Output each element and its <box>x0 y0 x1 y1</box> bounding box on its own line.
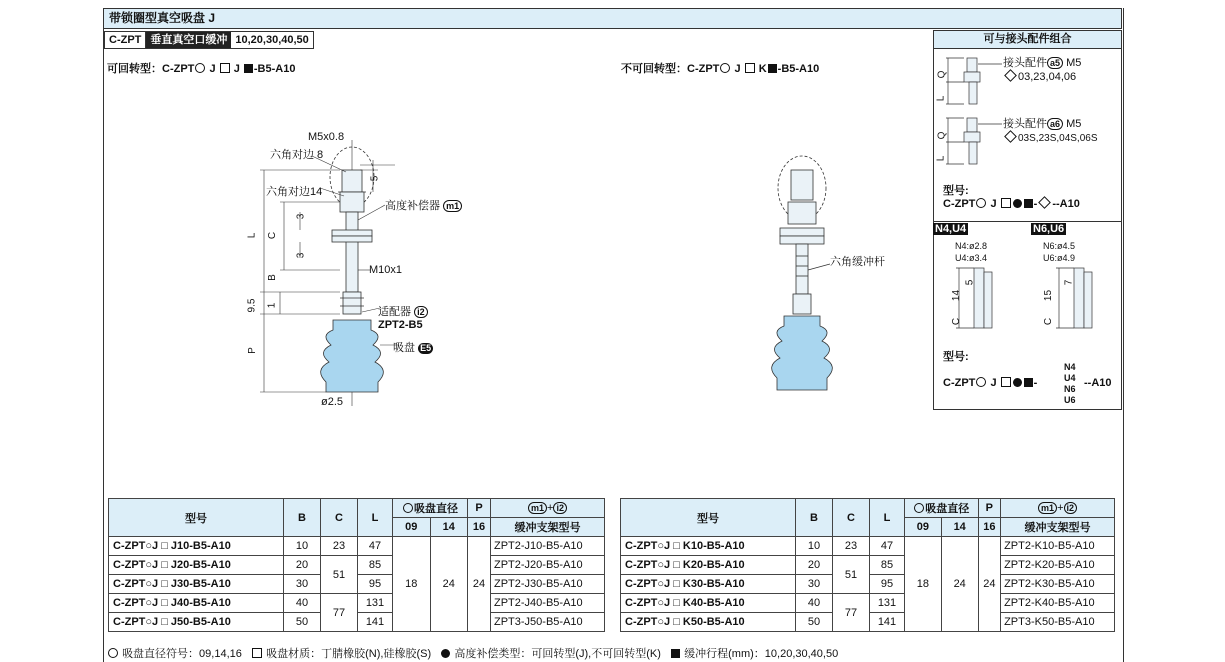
dim-3a: 3 <box>295 213 307 220</box>
table-row: C-ZPT○J □ J40-B5-A10 40 77 131 ZPT2-J40-B5-A10 <box>109 594 605 613</box>
n6-title: N6,U6 <box>1033 223 1065 235</box>
acc-Q1: Q <box>936 70 948 79</box>
callout-pad: 吸盘 E5 <box>393 342 432 354</box>
table-row: C-ZPT○J □ K20-B5-A10 20 51 85 ZPT2-K20-B5-A10 <box>621 556 1115 575</box>
n-model-label: 型号: <box>943 351 969 363</box>
acc-a5: 接头配件 a5 M5 <box>1003 57 1082 69</box>
spec-table-right: 型号 B C L 吸盘直径 P m1 + i2 09 14 16 缓冲支架型号 C-ZPT○J □ K10-B5-A10 10 23 47 18 24 24 ZPT2-K10-B5-A10 C-ZPT○J □ K20-B5-A10 20 51 85 ZPT2-K20-B5-A10 C-ZPT○J □ K30-B5-A10 30 95 ZPT2-K30-B5-A10 C-ZPT○J □ K40-B5-A10 40 77 131 ZPT2-K40-B5-A10 C-ZPT○J □ K50-B5-A10 50 141 ZPT3-K50-B5-A10 <box>620 498 1115 632</box>
table-row: C-ZPT○J □ J50-B5-A10 50 141 ZPT3-J50-B5-A10 <box>109 613 605 632</box>
table-row: C-ZPT○J □ K50-B5-A10 50 141 ZPT3-K50-B5-A10 <box>621 613 1115 632</box>
spec-table-left: 型号 B C L 吸盘直径 P m1 + i2 09 14 16 缓冲支架型号 C-ZPT○J □ J10-B5-A10 10 23 47 18 24 24 ZPT2-J10-B5-A10 C-ZPT○J □ J20-B5-A10 20 51 85 ZPT2-J20-B5-A10 C-ZPT○J □ J30-B5-A10 30 95 ZPT2-J30-B5-A10 C-ZPT○J □ J40-B5-A10 40 77 131 ZPT2-J40-B5-A10 C-ZPT○J □ J50-B5-A10 50 141 ZPT3-J50-B5-A10 <box>108 498 605 632</box>
series-bar <box>104 31 314 49</box>
n4-v14: 14 <box>951 289 963 302</box>
n4-title: N4,U4 <box>935 223 967 235</box>
accessory-drawings <box>934 48 1004 173</box>
table-row: C-ZPT○J □ J10-B5-A10 10 23 47 18 24 24 ZPT2-J10-B5-A10 <box>109 537 605 556</box>
rod-label: 六角缓冲杆 <box>830 256 885 268</box>
dim-thread: M5x0.8 <box>308 131 345 143</box>
dim-C: C <box>267 231 279 240</box>
acc-model: C-ZPT J - --A10 <box>943 198 1080 210</box>
page-title: 带锁圈型真空吸盘 J <box>103 8 1122 29</box>
table-row: C-ZPT○J □ J20-B5-A10 20 51 85 ZPT2-J20-B5-A10 <box>109 556 605 575</box>
series-strokes: 10,20,30,40,50 <box>231 32 312 48</box>
dim-P: P <box>246 347 258 354</box>
series-code: C-ZPT <box>105 32 146 48</box>
callout-adapter: 适配器 i2 <box>378 303 428 319</box>
table-row: C-ZPT○J □ J30-B5-A10 30 95 ZPT2-J30-B5-A10 <box>109 575 605 594</box>
n-model: C-ZPT J - <box>943 377 1038 389</box>
dim-1: 1 <box>266 302 278 309</box>
n6-dim2: U6:ø4.9 <box>1043 253 1076 263</box>
dim-L: L <box>246 232 258 239</box>
dim-3b: 3 <box>295 252 307 259</box>
acc-a5-sizes: 03,23,04,06 <box>1003 71 1076 83</box>
dim-B: B <box>266 274 278 281</box>
dim-hex14: 六角对边14 <box>266 186 323 198</box>
acc-divider <box>933 221 1122 222</box>
n4-dim1: N4:ø2.8 <box>955 241 988 251</box>
acc-L2: L <box>935 155 947 162</box>
table-row: C-ZPT○J □ K30-B5-A10 30 95 ZPT2-K30-B5-A10 <box>621 575 1115 594</box>
right-suction-pad <box>772 316 833 390</box>
table-row: C-ZPT○J □ K40-B5-A10 40 77 131 ZPT2-K40-B5-A10 <box>621 594 1115 613</box>
dim-9-5: 9.5 <box>246 298 258 313</box>
n-drawings <box>934 262 1122 332</box>
n6-v15: 15 <box>1043 289 1055 302</box>
acc-model-label: 型号: <box>943 185 969 197</box>
accessory-title: 可与接头配件组合 <box>934 31 1121 49</box>
dim-m10: M10x1 <box>369 264 403 276</box>
left-drawing <box>240 130 460 415</box>
acc-L1: L <box>935 95 947 102</box>
acc-Q2: Q <box>936 131 948 140</box>
n4-dim2: U4:ø3.4 <box>955 253 988 263</box>
acc-a6: 接头配件 a6 M5 <box>1003 118 1082 130</box>
callout-height-comp: 高度补偿器 m1 <box>385 197 462 213</box>
dim-hex8: 六角对边 8 <box>270 149 324 161</box>
right-drawing <box>760 150 880 400</box>
n-model-suffix: --A10 <box>1084 377 1112 389</box>
adapter-model: ZPT2-B5 <box>378 319 423 331</box>
series-type: 垂直真空口缓冲 <box>146 32 231 48</box>
dim-dia: ø2.5 <box>321 396 344 408</box>
n6-C: C <box>1043 317 1055 326</box>
n6-v7: 7 <box>1063 279 1075 286</box>
dim-5: 5 <box>369 175 381 182</box>
right-caption: 不可回转型：C-ZPT J K -B5-A10 <box>621 63 820 75</box>
left-suction-pad <box>321 320 384 392</box>
footnote: 吸盘直径符号：09,14,16 吸盘材质：丁腈橡胶(N),硅橡胶(S) 高度补偿类型：可回转型(J),不可回转型(K) 缓冲行程(mm)：10,20,30,40,50 <box>107 645 838 661</box>
left-caption: 可回转型：C-ZPT J J -B5-A10 <box>107 63 296 75</box>
n4-C: C <box>951 317 963 326</box>
n-model-options: N4 U4 N6 U6 <box>1064 362 1076 405</box>
acc-a6-sizes: 03S,23S,04S,06S <box>1003 132 1098 144</box>
n4-v5: 5 <box>964 279 976 286</box>
n6-dim1: N6:ø4.5 <box>1043 241 1076 251</box>
table-row: C-ZPT○J □ K10-B5-A10 10 23 47 18 24 24 ZPT2-K10-B5-A10 <box>621 537 1115 556</box>
